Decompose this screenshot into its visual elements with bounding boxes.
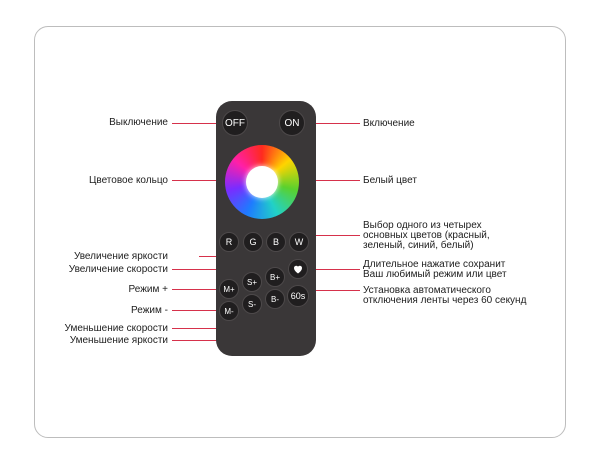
label-color-ring: Цветовое кольцо [88,175,168,186]
green-button[interactable]: G [243,232,263,252]
red-button[interactable]: R [219,232,239,252]
label-brightness-up: Увеличение яркости [73,251,168,262]
leader-line-off [172,123,222,124]
label-favorite-line2: Ваш любимый режим или цвет [363,269,507,280]
label-on: Включение [363,118,415,129]
label-timer-line1: Установка автоматического [363,285,491,296]
label-rgbw-line1: Выбор одного из четырех [363,220,482,231]
mode-minus-button[interactable]: M- [219,301,239,321]
label-mode-plus: Режим + [128,284,168,295]
timer-60s-button[interactable]: 60s [287,285,309,307]
brightness-plus-button[interactable]: B+ [265,267,285,287]
mode-plus-button[interactable]: M+ [219,279,239,299]
label-rgbw-line3: зеленый, синий, белый) [363,240,474,251]
label-speed-down: Уменьшение скорости [64,323,168,334]
label-speed-up: Увеличение скорости [68,264,168,275]
label-rgbw-line2: основных цветов (красный, [363,230,490,241]
white-color-button[interactable] [246,166,278,198]
off-button[interactable]: OFF [222,110,248,136]
favorite-button[interactable] [288,259,308,279]
label-mode-minus: Режим - [131,305,168,316]
on-button[interactable]: ON [279,110,305,136]
color-ring-wheel[interactable] [225,145,299,219]
speed-plus-button[interactable]: S+ [242,272,262,292]
label-brightness-down: Уменьшение яркости [69,335,168,346]
label-off: Выключение [109,117,168,128]
label-timer-line2: отключения ленты через 60 секунд [363,295,527,306]
heart-icon [292,263,304,275]
label-white: Белый цвет [363,175,417,186]
white-button[interactable]: W [289,232,309,252]
speed-minus-button[interactable]: S- [242,294,262,314]
label-favorite-line1: Длительное нажатие сохранит [363,259,506,270]
brightness-minus-button[interactable]: B- [265,289,285,309]
blue-button[interactable]: B [266,232,286,252]
